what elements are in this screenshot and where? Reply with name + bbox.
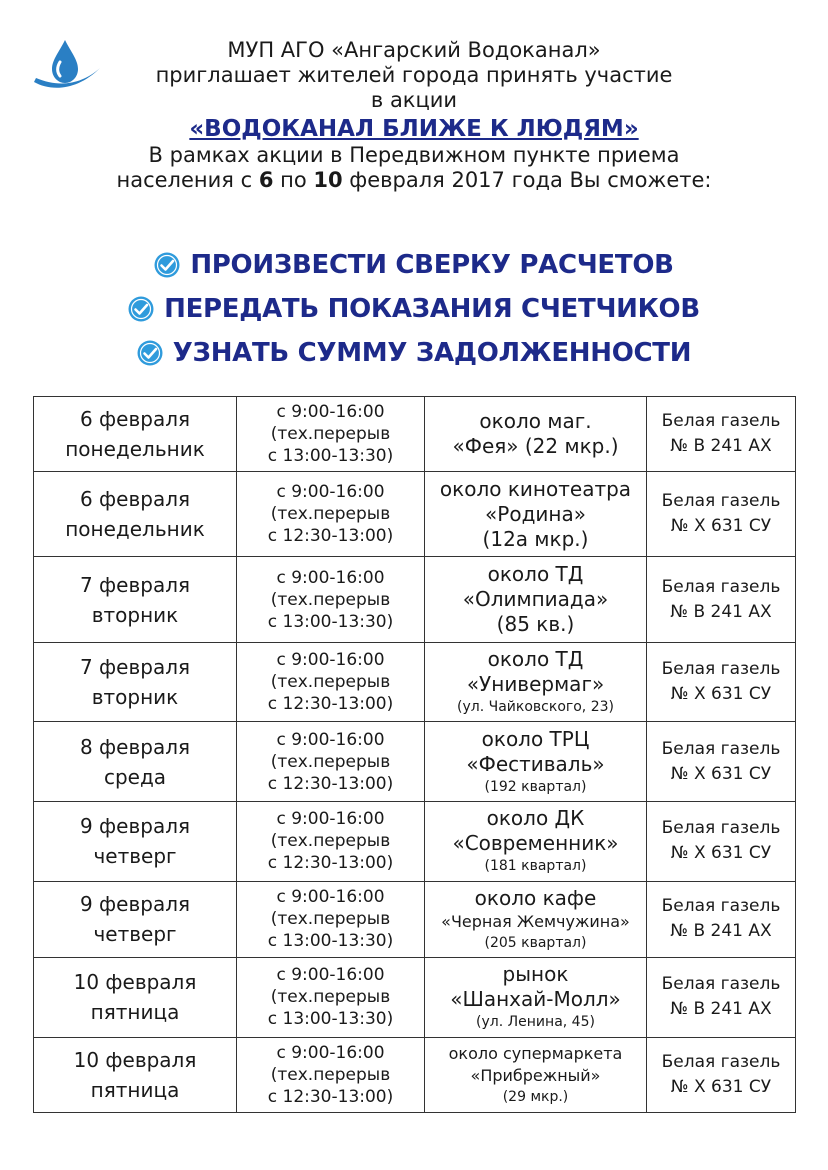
location-cell (425, 958, 647, 1038)
vehicle-cell (647, 557, 796, 642)
break-text: с 12:30-13:00) (267, 694, 394, 715)
vehicle-text: Белая газель (661, 1051, 781, 1072)
weekday-text: четверг (93, 922, 177, 947)
plate-number: № Х 631 СУ (670, 843, 772, 864)
location-note: (ул. Чайковского, 23) (457, 699, 614, 716)
header (0, 38, 828, 193)
vehicle-cell (647, 722, 796, 802)
hours-cell (237, 722, 425, 802)
location-text: около ТД (487, 647, 584, 672)
date-text: 6 февраля (79, 487, 191, 512)
organization-name: МУП АГО «Ангарский Водоканал» (227, 38, 601, 62)
hours-text: с 9:00-16:00 (276, 729, 385, 750)
location-text: около супермаркета (448, 1043, 623, 1063)
location-note: (192 квартал) (484, 778, 587, 795)
break-label: (тех.перерыв (270, 589, 391, 610)
date-range-text (0, 168, 828, 193)
hours-cell (237, 1037, 425, 1112)
break-label: (тех.перерыв (270, 504, 391, 525)
break-text: с 12:30-13:00) (267, 773, 394, 794)
weekday-text: вторник (91, 602, 179, 627)
benefits-list (0, 243, 828, 375)
date-cell (34, 802, 237, 882)
break-text: с 12:30-13:00) (267, 853, 394, 874)
break-label: (тех.перерыв (270, 424, 391, 445)
location-text: (12а мкр.) (482, 526, 589, 551)
table-row (34, 802, 796, 882)
location-text: около ТРЦ (481, 726, 590, 751)
weekday-text: пятница (90, 1077, 180, 1102)
hours-text: с 9:00-16:00 (276, 1042, 385, 1063)
location-text: «Универмаг» (466, 672, 605, 697)
plate-number: № В 241 АХ (670, 601, 772, 622)
hours-text: с 9:00-16:00 (276, 965, 385, 986)
benefit-item (0, 287, 828, 331)
date-cell (34, 472, 237, 557)
date-cell (34, 722, 237, 802)
hours-cell (237, 472, 425, 557)
table-row (34, 1037, 796, 1112)
break-text: с 13:00-13:30) (267, 611, 394, 632)
date-text: 7 февраля (79, 655, 191, 680)
location-note: (ул. Ленина, 45) (476, 1014, 595, 1031)
location-text: «Фестиваль» (466, 751, 605, 776)
location-cell (425, 472, 647, 557)
date-cell (34, 642, 237, 722)
vehicle-cell (647, 397, 796, 472)
benefit-text: ПЕРЕДАТЬ ПОКАЗАНИЯ СЧЕТЧИКОВ (164, 294, 700, 324)
vehicle-text: Белая газель (661, 818, 781, 839)
location-cell (425, 1037, 647, 1112)
date-cell (34, 881, 237, 957)
date-cell (34, 958, 237, 1038)
date-cell (34, 557, 237, 642)
date-text: 8 февраля (79, 734, 191, 759)
weekday-text: среда (103, 764, 167, 789)
table-row (34, 958, 796, 1038)
location-text: «Современник» (452, 831, 619, 856)
invitation-text: приглашает жителей города принять участие (155, 63, 673, 87)
plate-number: № В 241 АХ (670, 436, 772, 457)
weekday-text: вторник (91, 685, 179, 710)
location-text: «Олимпиада» (462, 587, 609, 612)
break-label: (тех.перерыв (270, 751, 391, 772)
location-text: «Фея» (22 мкр.) (452, 434, 619, 459)
hours-text: с 9:00-16:00 (276, 887, 385, 908)
weekday-text: понедельник (65, 437, 205, 462)
break-label: (тех.перерыв (270, 987, 391, 1008)
break-label: (тех.перерыв (270, 672, 391, 693)
break-label: (тех.перерыв (270, 1064, 391, 1085)
vehicle-cell (647, 881, 796, 957)
check-circle-icon (128, 296, 154, 322)
check-circle-icon (154, 252, 180, 278)
location-text: около кинотеатра (439, 476, 632, 501)
schedule-table (33, 396, 796, 1113)
hours-cell (237, 802, 425, 882)
vehicle-text: Белая газель (661, 896, 781, 917)
location-text: около ТД (487, 562, 584, 587)
table-row (34, 722, 796, 802)
hours-cell (237, 958, 425, 1038)
vehicle-text: Белая газель (661, 738, 781, 759)
date-range-mid: по (273, 168, 314, 192)
hours-text: с 9:00-16:00 (276, 650, 385, 671)
intro-text: В рамках акции в Передвижном пункте приема (148, 143, 680, 167)
date-text: 9 февраля (79, 814, 191, 839)
vehicle-cell (647, 802, 796, 882)
location-cell (425, 557, 647, 642)
location-text: (85 кв.) (496, 612, 575, 637)
break-text: с 12:30-13:00) (267, 526, 394, 547)
vehicle-text: Белая газель (661, 659, 781, 680)
vehicle-text: Белая газель (661, 491, 781, 512)
table-row (34, 881, 796, 957)
location-cell (425, 802, 647, 882)
location-note: (205 квартал) (484, 934, 587, 951)
date-range-post: февраля 2017 года Вы сможете: (342, 168, 712, 192)
plate-number: № Х 631 СУ (670, 763, 772, 784)
hours-text: с 9:00-16:00 (276, 482, 385, 503)
hours-cell (237, 557, 425, 642)
location-text: «Прибрежный» (470, 1065, 601, 1085)
benefit-item (0, 243, 828, 287)
hours-cell (237, 881, 425, 957)
plate-number: № В 241 АХ (670, 999, 772, 1020)
break-text: с 13:00-13:30) (267, 1009, 394, 1030)
table-row (34, 397, 796, 472)
date-text: 10 февраля (73, 1047, 197, 1072)
campaign-title: «ВОДОКАНАЛ БЛИЖЕ К ЛЮДЯМ» (189, 116, 639, 142)
location-note: (181 квартал) (484, 858, 587, 875)
vehicle-cell (647, 958, 796, 1038)
hours-text: с 9:00-16:00 (276, 809, 385, 830)
weekday-text: пятница (90, 1000, 180, 1025)
weekday-text: понедельник (65, 517, 205, 542)
date-text: 9 февраля (79, 892, 191, 917)
date-cell (34, 397, 237, 472)
hours-text: с 9:00-16:00 (276, 567, 385, 588)
weekday-text: четверг (93, 844, 177, 869)
location-text: около маг. (479, 409, 592, 434)
plate-number: № В 241 АХ (670, 921, 772, 942)
hours-cell (237, 397, 425, 472)
plate-number: № Х 631 СУ (670, 1076, 772, 1097)
vehicle-cell (647, 472, 796, 557)
benefit-text: УЗНАТЬ СУММУ ЗАДОЛЖЕННОСТИ (172, 338, 692, 368)
location-text: около ДК (486, 806, 585, 831)
date-text: 6 февраля (79, 407, 191, 432)
invitation-text-end: в акции (370, 88, 458, 112)
date-cell (34, 1037, 237, 1112)
location-cell (425, 881, 647, 957)
vehicle-text: Белая газель (661, 411, 781, 432)
plate-number: № Х 631 СУ (670, 684, 772, 705)
table-row (34, 472, 796, 557)
date-text: 10 февраля (73, 970, 197, 995)
date-text: 7 февраля (79, 572, 191, 597)
benefit-text: ПРОИЗВЕСТИ СВЕРКУ РАСЧЕТОВ (190, 250, 674, 280)
location-text: «Родина» (485, 501, 586, 526)
location-cell (425, 397, 647, 472)
date-range-pre: населения с (116, 168, 259, 192)
hours-cell (237, 642, 425, 722)
location-cell (425, 642, 647, 722)
date-from: 6 (258, 168, 274, 192)
break-label: (тех.перерыв (270, 909, 391, 930)
date-to: 10 (313, 168, 343, 192)
plate-number: № Х 631 СУ (670, 516, 772, 537)
table-row (34, 557, 796, 642)
table-row (34, 642, 796, 722)
location-text: «Шанхай-Молл» (450, 987, 621, 1012)
check-circle-icon (137, 340, 163, 366)
vehicle-text: Белая газель (661, 974, 781, 995)
location-cell (425, 722, 647, 802)
vehicle-cell (647, 1037, 796, 1112)
break-text: с 13:00-13:30) (267, 446, 394, 467)
location-note: (29 мкр.) (502, 1088, 569, 1105)
vehicle-cell (647, 642, 796, 722)
vehicle-text: Белая газель (661, 576, 781, 597)
break-text: с 13:00-13:30) (267, 931, 394, 952)
location-text: «Черная Жемчужина» (441, 911, 630, 931)
break-text: с 12:30-13:00) (267, 1086, 394, 1107)
location-text: рынок (502, 962, 569, 987)
break-label: (тех.перерыв (270, 831, 391, 852)
hours-text: с 9:00-16:00 (276, 402, 385, 423)
benefit-item (0, 331, 828, 375)
location-text: около кафе (474, 885, 597, 910)
